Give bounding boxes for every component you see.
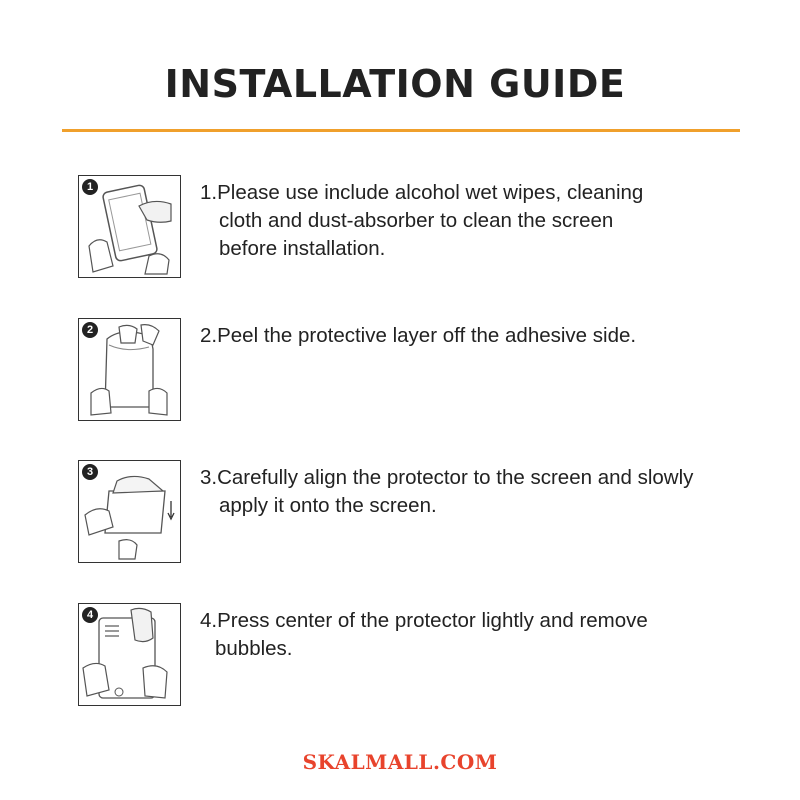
page-title: INSTALLATION GUIDE — [164, 62, 626, 106]
step-badge: 4 — [82, 607, 98, 623]
step-line: before installation. — [219, 237, 386, 260]
step-line: 1.Please use include alcohol wet wipes, cleaning — [200, 181, 644, 204]
step-line: apply it onto the screen. — [219, 494, 437, 517]
step-line: cloth and dust-absorber to clean the screen — [219, 209, 614, 232]
step-badge: 1 — [82, 179, 98, 195]
step-text — [200, 179, 745, 263]
align-protector-icon — [78, 460, 181, 563]
step-text — [200, 464, 745, 520]
press-bubbles-icon — [78, 603, 181, 706]
phone-wipe-icon — [78, 175, 181, 278]
step-badge: 2 — [82, 322, 98, 338]
step-line: 2.Peel the protective layer off the adhesive side. — [200, 324, 637, 347]
step-line: 3.Carefully align the protector to the screen and slowly — [200, 466, 694, 489]
step-text — [200, 322, 745, 350]
watermark: SKALMALL.COM — [302, 750, 498, 774]
step-text — [200, 607, 745, 663]
step-line: bubbles. — [215, 637, 293, 660]
title-divider — [62, 129, 740, 132]
peel-film-icon — [78, 318, 181, 421]
step-badge: 3 — [82, 464, 98, 480]
step-line: 4.Press center of the protector lightly and remove — [200, 609, 648, 632]
